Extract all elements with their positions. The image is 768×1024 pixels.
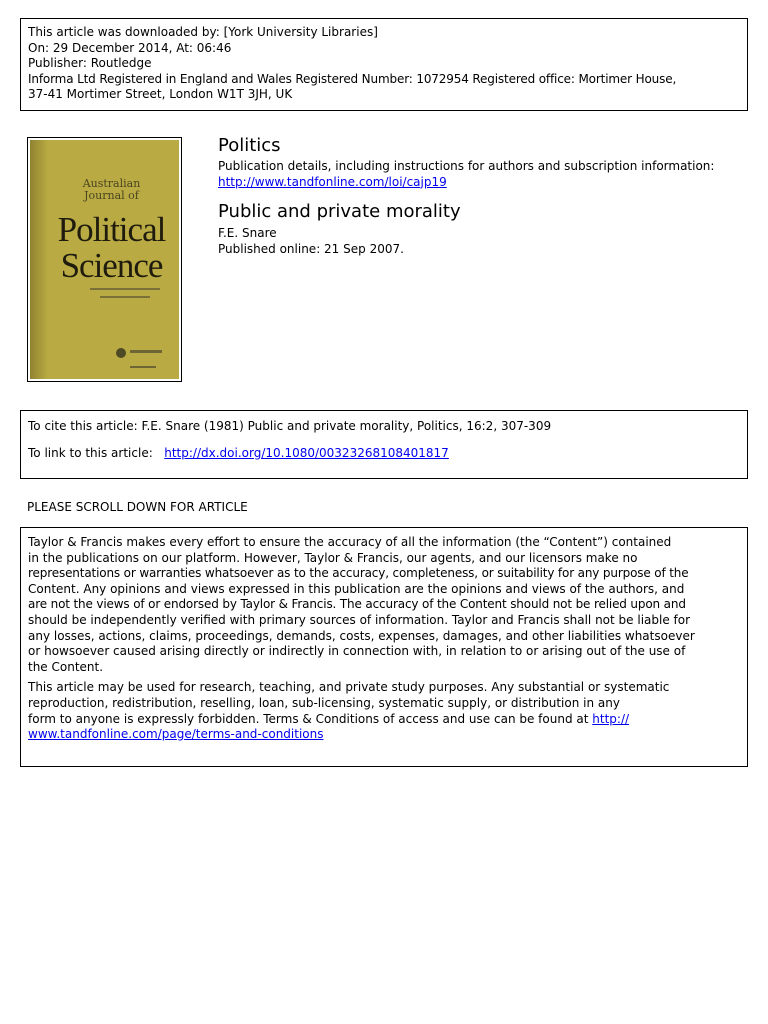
publisher-logo-icon (116, 348, 126, 358)
disclaimer-line: This article may be used for research, teaching, and private study purposes. Any substantial or systematic (28, 680, 670, 695)
journal-cover-image (27, 137, 182, 382)
disclaimer-line: form to anyone is expressly forbidden. Terms & Conditions of access and use can be found at (28, 711, 589, 726)
disclaimer-line-with-link (28, 712, 747, 728)
cover-top-text (50, 178, 173, 202)
publisher-logo-mark-small (130, 366, 156, 368)
disclaimer-line: Taylor & Francis makes every effort to ensure the accuracy of all the information (the “Content”) contained (28, 535, 672, 549)
publication-details (218, 159, 714, 190)
disclaimer-box (20, 527, 748, 767)
article-meta (218, 226, 404, 257)
link-label: To link to this article: (28, 445, 153, 460)
article-title: Public and private morality (218, 201, 461, 222)
disclaimer-line: representations or warranties whatsoever as to the accuracy, completeness, or suitability for any purpose of the (28, 566, 689, 581)
disclaimer-line: any losses, actions, claims, proceedings, demands, costs, expenses, damages, and other liabilities whatsoever (28, 628, 695, 643)
link-row (28, 446, 747, 462)
cover-title-line-2: Science (60, 246, 163, 285)
article-published-date: Published online: 21 Sep 2007. (218, 241, 404, 256)
cover-rule-2 (100, 296, 150, 298)
disclaimer-line: the Content. (28, 659, 104, 674)
article-author: F.E. Snare (218, 226, 277, 240)
scroll-notice: PLEASE SCROLL DOWN FOR ARTICLE (27, 500, 248, 514)
cover-rule-1 (90, 288, 160, 290)
citation-box (20, 410, 748, 479)
cover-top-text-line-2: Journal of (84, 189, 139, 202)
disclaimer-line: Content. Any opinions and views expressed in this publication are the opinions and views of the authors, and (28, 581, 685, 596)
disclaimer-line: should be independently verified with primary sources of information. Taylor and Francis shall not be liable for (28, 612, 691, 627)
doi-link[interactable]: http://dx.doi.org/10.1080/00323268108401817 (164, 445, 449, 460)
publication-details-text: Publication details, including instructions for authors and subscription information: (218, 159, 715, 173)
cover-title (46, 212, 177, 284)
download-line-1: This article was downloaded by: [York University Libraries] (28, 25, 378, 39)
journal-url-link[interactable]: http://www.tandfonline.com/loi/cajp19 (218, 174, 447, 189)
disclaimer-line: reproduction, redistribution, reselling, loan, sub-licensing, systematic supply, or distribution in any (28, 695, 620, 710)
disclaimer-paragraph-1 (28, 535, 747, 675)
download-line-4: Informa Ltd Registered in England and Wales Registered Number: 1072954 Registered office: Mortimer House, (28, 71, 677, 86)
download-line-3: Publisher: Routledge (28, 56, 152, 71)
cite-text: To cite this article: F.E. Snare (1981) Public and private morality, Politics, 16:2, 307-309 (28, 419, 552, 433)
cover-background (30, 140, 179, 379)
download-line-5: 37-41 Mortimer Street, London W1T 3JH, UK (28, 87, 293, 102)
download-info-box (20, 18, 748, 111)
disclaimer-line: or howsoever caused arising directly or indirectly in connection with, in relation to or arising out of the use of (28, 644, 686, 659)
publisher-logo-mark (130, 350, 162, 353)
terms-url-link-part-2[interactable]: www.tandfonline.com/page/terms-and-conditions (28, 727, 324, 742)
journal-name: Politics (218, 135, 281, 156)
download-line-2: On: 29 December 2014, At: 06:46 (28, 40, 232, 55)
disclaimer-line: in the publications on our platform. However, Taylor & Francis, our agents, and our licensors make no (28, 550, 638, 565)
cover-title-line-1: Political (57, 210, 166, 249)
cover-top-text-line-1: Australian (82, 177, 141, 190)
disclaimer-line: are not the views of or endorsed by Taylor & Francis. The accuracy of the Content should not be relied upon and (28, 597, 686, 612)
disclaimer-paragraph-2 (28, 680, 747, 742)
terms-url-link-part-1[interactable]: http:// (592, 711, 630, 726)
